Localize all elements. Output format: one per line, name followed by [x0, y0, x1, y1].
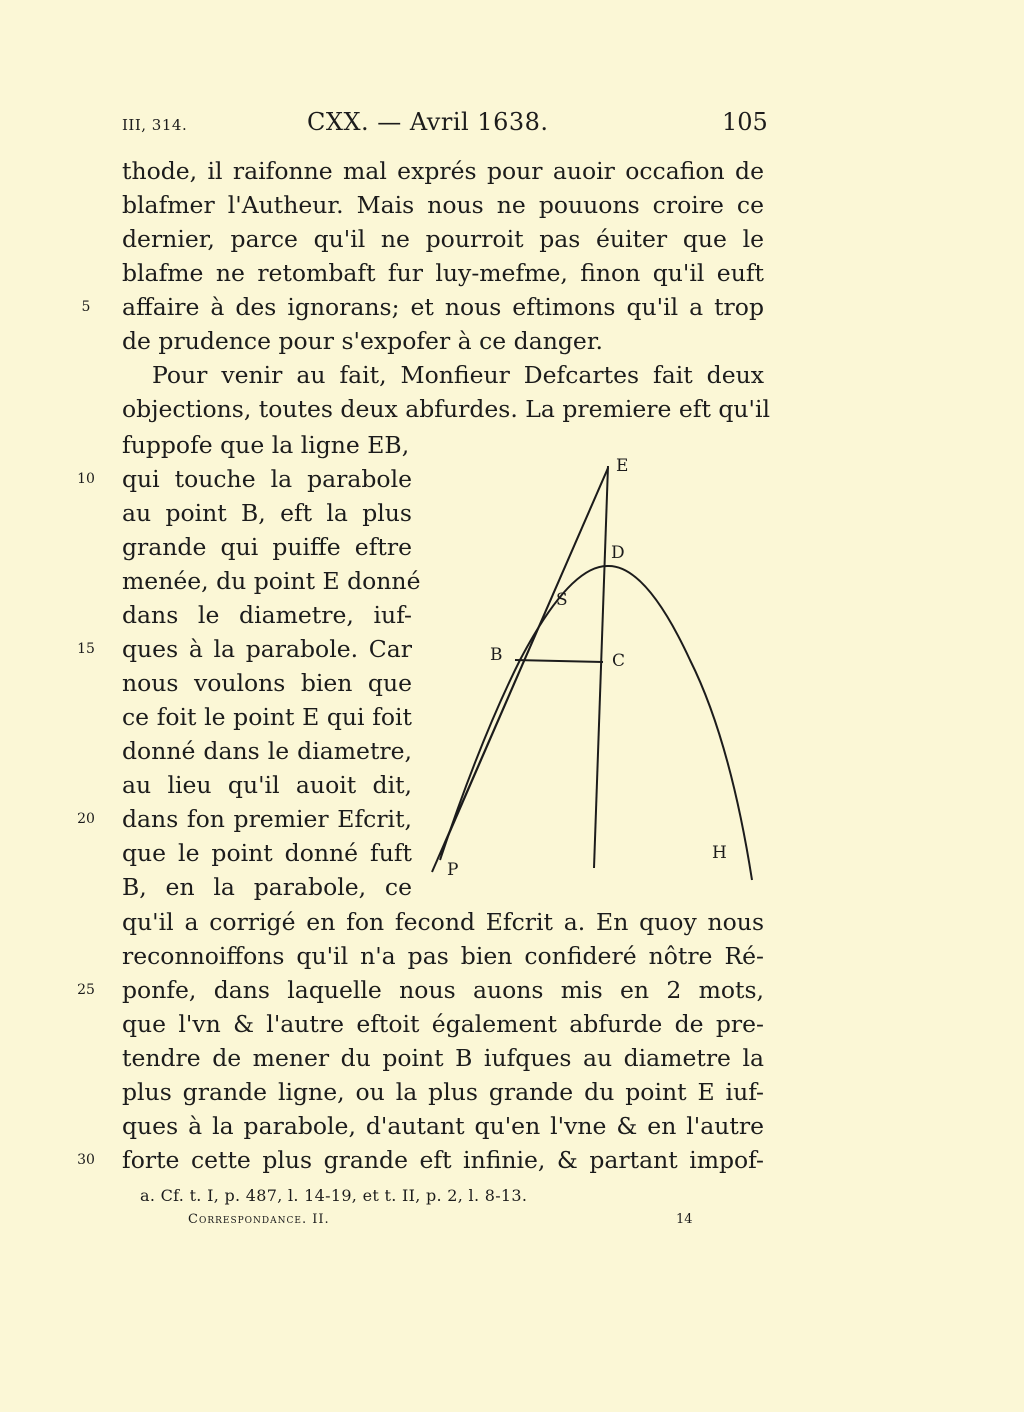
text-line: ques à la parabole, d'autant qu'en l'vne & en l'autre [122, 1112, 764, 1140]
ordinate-bc [515, 660, 603, 662]
figure-label-h: H [712, 843, 727, 863]
text-line: grande qui puiffe eftre [122, 533, 412, 561]
figure-label-c: C [612, 651, 626, 671]
text-line: que l'vn & l'autre eftoit également abfurde de pre- [122, 1010, 764, 1038]
figure-label-s: S [556, 590, 568, 610]
text-line: ce foit le point E qui foit [122, 703, 412, 731]
footnote: a. Cf. t. I, p. 487, l. 14-19, et t. II, p. 2, l. 8-13. [140, 1186, 528, 1205]
line-number: 25 [77, 982, 95, 998]
text-line: dans le diametre, iuf- [122, 601, 412, 629]
text-line: blafmer l'Autheur. Mais nous ne pouuons croire ce [122, 191, 764, 219]
signature-number: 14 [676, 1212, 693, 1227]
text-line: tendre de mener du point B iufques au diametre la [122, 1044, 764, 1072]
line-number: 5 [81, 299, 91, 315]
line-number: 15 [77, 641, 95, 657]
text-line: blafme ne retombaft fur luy-mefme, finon qu'il euft [122, 259, 764, 287]
text-line: de prudence pour s'expofer à ce danger. [122, 327, 603, 355]
text-line: ponfe, dans laquelle nous auons mis en 2 mots, [122, 976, 764, 1004]
text-line: B, en la parabole, ce [122, 873, 412, 901]
text-line: qui touche la parabole [122, 465, 412, 493]
diameter-line [594, 466, 608, 868]
text-line: au point B, eft la plus [122, 499, 412, 527]
text-line: qu'il a corrigé en fon fecond Efcrit a. En quoy nous [122, 908, 764, 936]
running-head-title: CXX. — Avril 1638. [307, 108, 549, 136]
text-line: objections, toutes deux abfurdes. La premiere eft qu'il [122, 395, 771, 423]
text-line: forte cette plus grande eft infinie, & partant impof- [122, 1146, 764, 1174]
text-line: thode, il raifonne mal exprés pour auoir occafion de [122, 157, 764, 185]
text-line: affaire à des ignorans; et nous eftimons qu'il a trop [122, 293, 764, 321]
text-line: au lieu qu'il auoit dit, [122, 771, 412, 799]
text-line: dernier, parce qu'il ne pourroit pas éuiter que le [122, 225, 764, 253]
text-line: que le point donné fuft [122, 839, 412, 867]
figure-label-d: D [611, 543, 625, 563]
page-number: 105 [722, 108, 768, 136]
line-number: 10 [77, 471, 95, 487]
text-line: menée, du point E donné [122, 567, 421, 595]
text-line: Pour venir au fait, Monfieur Defcartes fait deux [152, 361, 764, 389]
text-line: fuppofe que la ligne EB, [122, 431, 410, 459]
text-line: plus grande ligne, ou la plus grande du point E iuf- [122, 1078, 764, 1106]
text-line: nous voulons bien que [122, 669, 412, 697]
text-line: dans fon premier Efcrit, [122, 805, 412, 833]
figure-label-e: E [616, 456, 629, 476]
line-number: 30 [77, 1152, 95, 1168]
signature-mark: Correspondance. II. [188, 1212, 330, 1227]
figure-label-p: P [447, 860, 459, 880]
text-line: reconnoiffons qu'il n'a pas bien confideré nôtre Ré- [122, 942, 764, 970]
running-head-reference: III, 314. [122, 116, 188, 134]
text-line: donné dans le diametre, [122, 737, 412, 765]
figure-label-b: B [490, 645, 503, 665]
text-line: ques à la parabole. Car [122, 635, 412, 663]
line-number: 20 [77, 811, 95, 827]
parabola-figure [420, 440, 780, 910]
